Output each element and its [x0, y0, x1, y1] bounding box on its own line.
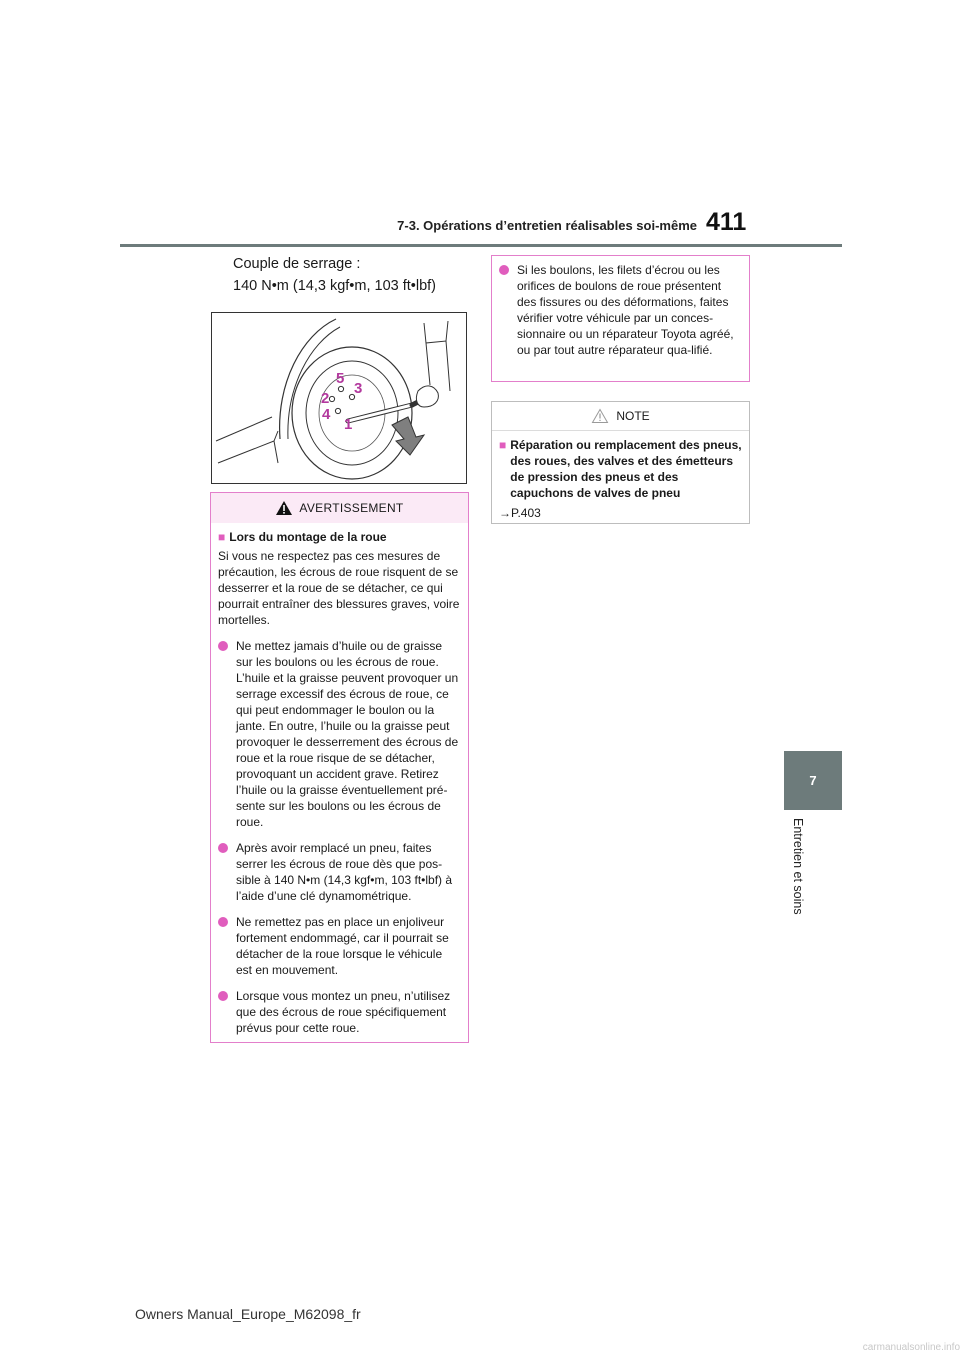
chapter-number: 7 [809, 773, 817, 788]
caution-text: Si les boulons, les filets d’écrou ou les orifices de boulons de roue présentent des fissures ou des déformations, faites vérifier votre véhicule par un conces-sionnaire ou un réparateur Toyota agréé, ou par tout autre réparateur qua-lifié. [517, 263, 734, 357]
square-bullet-icon: ■ [218, 530, 226, 544]
nut-label-1: 1 [344, 416, 353, 433]
torque-value: 140 N•m (14,3 kgf•m, 103 ft•lbf) [233, 278, 437, 294]
bullet-icon [218, 843, 228, 853]
note-header [492, 402, 749, 431]
page-number: 411 [706, 208, 747, 236]
bullet-icon [218, 641, 228, 651]
bullet-icon [218, 917, 228, 927]
warning-heading-text: Lors du montage de la roue [229, 530, 387, 544]
note-heading [499, 437, 742, 501]
warning-heading [218, 529, 461, 545]
note-box [491, 401, 750, 524]
list-item-text: Ne remettez pas en place un enjoliveur fortement endommagé, car il pourrait se détacher de la roue lorsque le véhicule est en mouvement. [236, 915, 449, 977]
nut-label-2: 2 [321, 390, 330, 407]
warning-title: AVERTISSEMENT [299, 501, 404, 515]
caution-outline-icon [591, 408, 609, 424]
page-reference-link[interactable]: →P.403 [499, 506, 541, 520]
nut-label-4: 4 [322, 406, 331, 423]
note-title: NOTE [616, 409, 650, 423]
footer-text: Owners Manual_Europe_M62098_fr [135, 1306, 361, 1322]
square-bullet-icon: ■ [499, 438, 507, 452]
wheel-wrench-drawing [212, 313, 466, 483]
warning-triangle-icon [275, 500, 293, 516]
header-divider [120, 244, 842, 247]
section-title: 7-3. Opérations d’entretien réalisables soi-même [397, 218, 697, 233]
warning-box [210, 492, 469, 1043]
list-item [218, 914, 461, 978]
list-item [499, 262, 742, 358]
list-item [218, 988, 461, 1036]
torque-label: Couple de serrage : [233, 256, 361, 272]
chapter-label: Entretien et soins [791, 818, 805, 915]
watermark: carmanualsonline.info [862, 1342, 960, 1353]
list-item-text: Lorsque vous montez un pneu, n’utilisez que des écrous de roue spécifiquement prévus pour cette roue. [236, 989, 451, 1035]
note-heading-text: Réparation ou remplacement des pneus, des roues, des valves et des émetteurs de pression des pneus et des capuchons de valves de pneu [510, 438, 742, 500]
bullet-icon [218, 991, 228, 1001]
list-item-text: Après avoir remplacé un pneu, faites serrer les écrous de roue dès que pos-sible à 140 N•m (14,3 kgf•m, 103 ft•lbf) à l’aide d’une clé dynamométrique. [236, 841, 453, 903]
list-item-text: Ne mettez jamais d’huile ou de graisse sur les boulons ou les écrous de roue. L’huile et la graisse peuvent provoquer un serrage excessif des écrous de roue, ce qui peut endommager le boulon ou la jante. En outre, l’huile ou la graisse peut provoquer le desserrement des écrous de roue et la roue risque de se détacher, provoquant un accident grave. Retirez l’huile ou la graisse éventuellement pré-sente sur les boulons ou les écrous de roue. [236, 639, 459, 829]
nut-label-3: 3 [354, 380, 363, 397]
nut-label-5: 5 [336, 370, 345, 387]
list-item [218, 638, 461, 830]
chapter-tab[interactable] [784, 751, 842, 810]
bullet-icon [499, 265, 509, 275]
warning-intro: Si vous ne respectez pas ces mesures de précaution, les écrous de roue risquent de se desserrer et la roue de se détacher, ce qui pourrait entraîner des blessures graves, voire mortelles. [218, 549, 460, 627]
list-item [218, 840, 461, 904]
caution-box [491, 255, 750, 382]
wheel-nut-illustration [211, 312, 467, 484]
warning-header [211, 493, 468, 523]
